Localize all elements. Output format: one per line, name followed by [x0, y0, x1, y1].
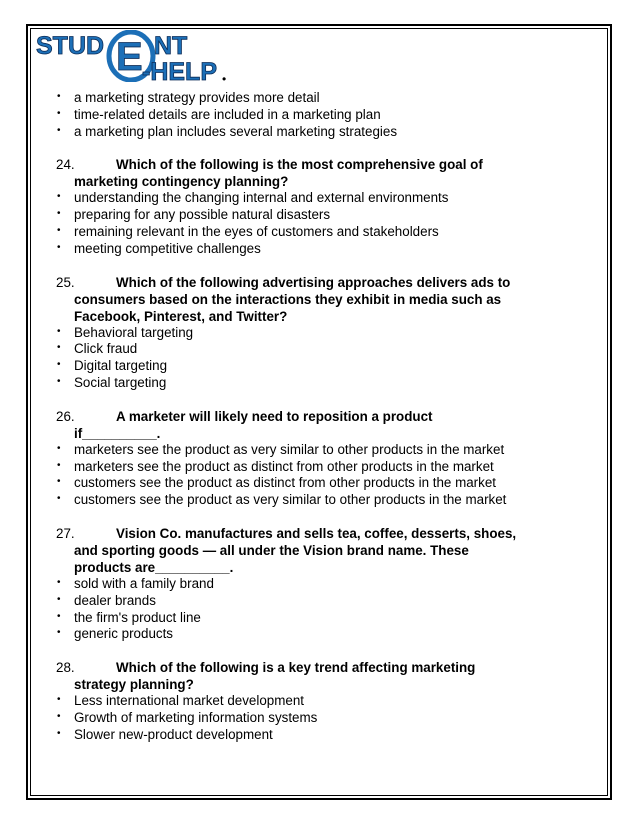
- option-item: [56, 492, 576, 509]
- bullet-dot: •: [57, 241, 61, 253]
- option-item: [56, 375, 576, 392]
- bullet-dot: •: [57, 576, 61, 588]
- bullet-dot: •: [57, 224, 61, 236]
- bullet-dot: •: [57, 91, 61, 102]
- option-item: [56, 442, 576, 459]
- option-text: marketers see the product as very similar to other products in the market: [74, 441, 505, 457]
- logo-text-nt: NT: [154, 32, 188, 60]
- bullet-dot: •: [57, 208, 61, 220]
- question-text-continued: if__________.: [74, 425, 161, 441]
- student-help-logo: [36, 30, 236, 82]
- bullet-dot: •: [57, 191, 61, 203]
- answer-options: [56, 325, 576, 392]
- option-item: [56, 341, 576, 358]
- bullet-dot: •: [57, 459, 61, 471]
- question-text: Vision Co. manufactures and sells tea, coffee, desserts, shoes,: [116, 525, 517, 541]
- option-text: Slower new-product development: [74, 726, 273, 742]
- option-text: time-related details are included in a marketing plan: [74, 106, 381, 122]
- question-first-line: [56, 274, 576, 291]
- question-number: 24.: [56, 157, 75, 173]
- option-item: [56, 610, 576, 627]
- bullet-dot: •: [57, 107, 61, 119]
- question-first-line: [56, 156, 576, 173]
- question-block: [56, 408, 576, 509]
- question-number: 27.: [56, 525, 75, 541]
- option-text: a marketing strategy provides more detail: [74, 90, 320, 105]
- answer-options: [56, 442, 576, 509]
- answer-options: [56, 693, 576, 743]
- question-text-continued: Facebook, Pinterest, and Twitter?: [74, 308, 288, 324]
- question-text: A marketer will likely need to reposition a product: [116, 408, 433, 424]
- option-item: [56, 693, 576, 710]
- question-text-continued: products are__________.: [74, 559, 234, 575]
- bullet-dot: •: [57, 727, 61, 739]
- answer-options: [56, 190, 576, 257]
- option-text: Less international market development: [74, 693, 305, 709]
- question-number: 28.: [56, 660, 75, 676]
- question-text: Which of the following is the most comprehensive goal of: [116, 157, 483, 173]
- question-first-line: [56, 659, 576, 676]
- option-text: generic products: [74, 626, 173, 642]
- questions: [56, 156, 576, 743]
- question-first-line: [56, 525, 576, 542]
- option-item: [56, 107, 576, 124]
- bullet-dot: •: [57, 124, 61, 136]
- option-item: [56, 626, 576, 643]
- bullet-dot: •: [57, 375, 61, 387]
- option-item: [56, 124, 576, 141]
- option-text: customers see the product as distinct from other products in the market: [74, 475, 496, 491]
- bullet-dot: •: [57, 342, 61, 354]
- question-number: 26.: [56, 408, 75, 424]
- option-item: [56, 190, 576, 207]
- question-text: Which of the following is a key trend affecting marketing: [116, 660, 476, 676]
- bullet-dot: •: [57, 627, 61, 639]
- option-text: remaining relevant in the eyes of customers and stakeholders: [74, 223, 439, 239]
- option-text: customers see the product as very similar to other products in the market: [74, 492, 507, 508]
- option-item: [56, 459, 576, 476]
- logo-text-stud: STUD: [36, 32, 105, 60]
- option-item: [56, 325, 576, 342]
- option-text: meeting competitive challenges: [74, 240, 261, 256]
- option-text: Click fraud: [74, 341, 138, 357]
- option-text: dealer brands: [74, 592, 156, 608]
- question-first-line: [56, 408, 576, 425]
- question-text-continued: strategy planning?: [74, 677, 194, 693]
- question-block: [56, 156, 576, 257]
- bullet-dot: •: [57, 476, 61, 488]
- bullet-dot: •: [57, 442, 61, 454]
- answer-options: [56, 576, 576, 643]
- option-text: preparing for any possible natural disasters: [74, 207, 331, 223]
- question-block: [56, 274, 576, 392]
- question-text-continued: and sporting goods — all under the Vision brand name. These: [74, 542, 469, 558]
- question-block: [56, 659, 576, 743]
- option-text: Behavioral targeting: [74, 324, 194, 340]
- question-text-continued: marketing contingency planning?: [74, 174, 289, 190]
- option-item: [56, 576, 576, 593]
- bullet-dot: •: [57, 610, 61, 622]
- option-text: a marketing plan includes several marketing strategies: [74, 123, 398, 139]
- logo-text-help: -HELP: [142, 58, 217, 82]
- bullet-dot: •: [57, 593, 61, 605]
- option-text: Social targeting: [74, 374, 167, 390]
- option-text: understanding the changing internal and external environments: [74, 190, 449, 206]
- option-item: [56, 475, 576, 492]
- question-list: [56, 90, 576, 744]
- question-block: [56, 525, 576, 643]
- option-item: [56, 241, 576, 258]
- stray-bullet: •: [222, 72, 227, 86]
- option-text: the firm's product line: [74, 609, 201, 625]
- option-item: [56, 593, 576, 610]
- option-item: [56, 207, 576, 224]
- option-item: [56, 358, 576, 375]
- option-text: Digital targeting: [74, 358, 168, 374]
- question-text: Which of the following advertising approaches delivers ads to: [116, 274, 511, 290]
- bullet-dot: •: [57, 325, 61, 337]
- bullet-dot: •: [57, 359, 61, 371]
- logo-letter: E: [116, 35, 143, 79]
- option-item: [56, 727, 576, 744]
- bullet-dot: •: [57, 493, 61, 505]
- bullet-dot: •: [57, 694, 61, 706]
- option-item: [56, 224, 576, 241]
- intro-options: [56, 90, 576, 140]
- option-text: Growth of marketing information systems: [74, 709, 318, 725]
- option-text: marketers see the product as distinct from other products in the market: [74, 458, 494, 474]
- bullet-dot: •: [57, 710, 61, 722]
- question-text-continued: consumers based on the interactions they exhibit in media such as: [74, 291, 502, 307]
- question-number: 25.: [56, 274, 75, 290]
- option-item: [56, 90, 576, 107]
- option-text: sold with a family brand: [74, 575, 214, 591]
- option-item: [56, 710, 576, 727]
